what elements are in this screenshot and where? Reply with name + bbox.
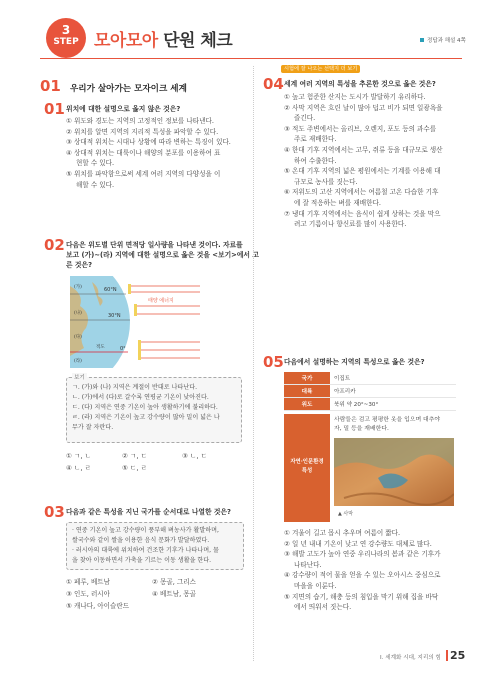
- info-item: 을 찾아 이동하면서 가축을 기르는 이동 생활을 한다.: [72, 557, 212, 564]
- q2-answer-2[interactable]: ② ㄱ, ㄷ: [122, 452, 147, 460]
- q1-option[interactable]: ④ 상대적 위치는 대륙이나 해양의 분포를 이용하여 표: [66, 148, 221, 157]
- bogi-item: ㄴ. (가)에서 (다)로 갈수록 연평균 기온이 낮아진다.: [72, 394, 209, 401]
- step-badge: [46, 18, 86, 58]
- header-divider: [40, 58, 462, 59]
- info-item: · 러시아의 대륙에 위치하여 건조한 기후가 나타나며, 물: [72, 547, 219, 554]
- q2-bogi-items: [72, 383, 240, 433]
- q5-info-table: [284, 372, 456, 411]
- q3-info-items: [72, 526, 242, 566]
- q4-option-cont: 려고 기름이나 향신료를 많이 사용한다.: [294, 220, 407, 229]
- q5-option-cont: 나타난다.: [294, 560, 322, 569]
- q4-option[interactable]: ⑤ 온대 기후 지역의 넓은 평원에서는 기계를 이용해 대: [284, 167, 441, 176]
- q1-option[interactable]: ① 위도와 경도는 지역의 고정적인 정보를 나타낸다.: [66, 117, 214, 125]
- q5-option[interactable]: ④ 강수량이 적어 물을 얻을 수 있는 오아시스 중심으로: [284, 571, 441, 580]
- q5-number: 05: [263, 353, 284, 371]
- q4-option-cont: 규모로 농사를 짓는다.: [294, 177, 358, 186]
- frequent-choice-tag: 시험에 잘 나오는 선택지 더 보기: [281, 65, 360, 73]
- q4-option[interactable]: ② 사막 지역은 흐린 날이 많아 덥고 비가 되면 일광욕을: [284, 103, 443, 112]
- step-number: 3: [61, 23, 71, 37]
- q3-answer-3[interactable]: ③ 인도, 러시아: [66, 590, 111, 598]
- label-ga: (가): [74, 285, 82, 290]
- q4-option[interactable]: ④ 한대 기후 지역에서는 고무, 쥐류 등을 대규모로 생산: [284, 145, 443, 154]
- q2-answer-5[interactable]: ⑤ ㄷ, ㄹ: [122, 464, 147, 472]
- q4-question: 세계 여러 지역의 특성을 추론한 것으로 옳은 것은?: [284, 80, 436, 88]
- label-30n: 30°N: [108, 313, 121, 319]
- label-equator: 적도: [96, 345, 105, 350]
- q2-bogi-label: 보기: [74, 375, 85, 381]
- bogi-item: ㄱ. (가)와 (나) 지역은 계절이 반대로 나타난다.: [72, 384, 198, 391]
- bogi-item: 무가 잘 자란다.: [72, 424, 114, 431]
- answer-key-link[interactable]: 정답과 해설 4쪽: [420, 36, 466, 44]
- q4-option[interactable]: ③ 적도 주변에서는 올리브, 오렌지, 포도 등의 과수를: [284, 124, 437, 133]
- q1-option[interactable]: ③ 상대적 위치는 시대나 상황에 따라 변하는 특징이 있다.: [66, 138, 231, 147]
- q2-answer-3[interactable]: ③ ㄴ, ㄷ: [182, 452, 207, 460]
- q4-option[interactable]: ⑦ 냉대 기후 지역에서는 음식이 쉽게 상하는 것을 막으: [284, 209, 441, 218]
- section-title: 우리가 살아가는 모자이크 세계: [69, 84, 187, 94]
- bogi-item: ㄹ. (라) 지역은 기온이 높고 강수량이 많아 밀이 넓은 나: [72, 414, 220, 421]
- q5-option[interactable]: ③ 해발 고도가 높아 연중 우리나라의 봄과 같은 기후가: [284, 550, 441, 559]
- q3-number: 03: [44, 503, 65, 521]
- q3-answer-4[interactable]: ④ 베트남, 몽골: [152, 590, 197, 598]
- q1-option-cont: 현할 수 있다.: [76, 159, 115, 168]
- table-row: 위도 북위 약 20°~30°: [284, 398, 456, 411]
- label-na: (나): [74, 311, 82, 316]
- q5-option[interactable]: ② 일 년 내내 기온이 낮고 연 강수량도 대체로 많다.: [284, 539, 432, 548]
- info-item: 쌀국수와 같이 쌀을 이용한 음식 문화가 발달하였다.: [72, 537, 210, 544]
- page-title: 모아모아 단원 체크: [94, 31, 233, 51]
- table-row: 대륙 아프리카: [284, 385, 456, 398]
- q3-answer-2[interactable]: ② 몽골, 그리스: [152, 578, 197, 586]
- section-number: 01: [40, 77, 61, 95]
- q4-option-cont: 즐긴다.: [294, 114, 316, 123]
- bogi-item: ㄷ. (다) 지역은 연중 기온이 높아 생활하기에 불리하다.: [72, 404, 218, 411]
- q5-question: 다음에서 설명하는 지역의 특성으로 옳은 것은?: [284, 358, 425, 366]
- section-heading: [40, 76, 187, 95]
- insolation-band: [138, 340, 141, 360]
- q2-answer-1[interactable]: ① ㄱ, ㄴ: [66, 452, 91, 460]
- q5-option-cont: 에서 띄워서 짓는다.: [294, 603, 352, 612]
- q4-option-cont: 하여 수출한다.: [294, 156, 337, 165]
- q4-option-cont: 주로 재배한다.: [294, 135, 337, 144]
- chapter-footer: Ⅰ. 세계화 시대, 지리의 힘: [380, 655, 441, 661]
- q1-number: 01: [44, 100, 65, 118]
- q3-question: 다음과 같은 특성을 지닌 국가를 순서대로 나열한 것은?: [66, 508, 231, 516]
- insolation-band: [128, 284, 131, 294]
- q1-options: [66, 116, 231, 190]
- q2-number: 02: [44, 236, 65, 254]
- q1-option[interactable]: ② 위치를 알면 지역의 지리적 특성을 파악할 수 있다.: [66, 127, 219, 136]
- q5-options: [284, 528, 440, 613]
- page-number: 25: [450, 649, 466, 662]
- q5-option[interactable]: ① 겨울이 길고 몹시 추우며 여름이 짧다.: [284, 529, 401, 537]
- insolation-band: [134, 304, 137, 316]
- desert-photo: [334, 438, 454, 506]
- q4-number: 04: [263, 75, 284, 93]
- q4-option[interactable]: ⑥ 저위도의 고산 지역에서는 여름철 고온 다습한 기후: [284, 188, 439, 197]
- column-divider: [253, 66, 254, 661]
- label-0: 0°: [120, 346, 126, 352]
- info-item: · 연중 기온이 높고 강수량이 풍부해 벼농사가 활발하며,: [72, 527, 219, 534]
- q5-option[interactable]: ⑤ 지면의 습기, 해충 등의 침입을 막기 위해 집을 바닥: [284, 592, 439, 601]
- q5-nature-text: 사람들은 검고 평평한 옷을 입으며 대추야 자, 밀 등을 재배한다.: [334, 417, 441, 432]
- q4-options: [284, 92, 443, 230]
- label-60n: 60°N: [104, 287, 117, 293]
- table-header-nature: 자연·인문환경 특성: [284, 414, 330, 522]
- insolation-map: [70, 276, 210, 368]
- q1-question: 위치에 대한 설명으로 옳지 않은 것은?: [66, 105, 181, 113]
- step-word: STEP: [53, 37, 79, 47]
- page-number-bar: [446, 650, 448, 661]
- label-ra: (라): [74, 359, 82, 364]
- q1-option-cont: 해할 수 있다.: [76, 180, 115, 189]
- q2-question: 다음은 위도별 단위 면적당 일사량을 나타낸 것이다. 자료를 보고 (가)~(라) 지역에 대한 설명으로 옳은 것을 <보기>에서 고 른 것은?: [66, 241, 259, 269]
- photo-caption: ▲ 사막: [338, 511, 354, 517]
- square-icon: [420, 38, 424, 42]
- q1-option[interactable]: ⑤ 위치를 파악함으로써 세계 여러 지역의 다양성을 이: [66, 169, 221, 178]
- q3-answer-5[interactable]: ⑤ 캐나다, 아이슬란드: [66, 602, 130, 610]
- q4-option[interactable]: ① 높고 험준한 산지는 도시가 발달하기 유리하다.: [284, 93, 426, 101]
- label-da: (다): [74, 335, 82, 340]
- q5-option-cont: 마을을 이룬다.: [294, 581, 337, 590]
- label-sun-energy: 태양 에너지: [148, 298, 174, 304]
- q3-answer-1[interactable]: ① 페루, 베트남: [66, 578, 111, 586]
- q2-answer-4[interactable]: ④ ㄴ, ㄹ: [66, 464, 91, 472]
- q4-option-cont: 에 잘 적응하는 벼를 재배한다.: [294, 198, 381, 207]
- table-row: 국가 이집트: [284, 372, 456, 385]
